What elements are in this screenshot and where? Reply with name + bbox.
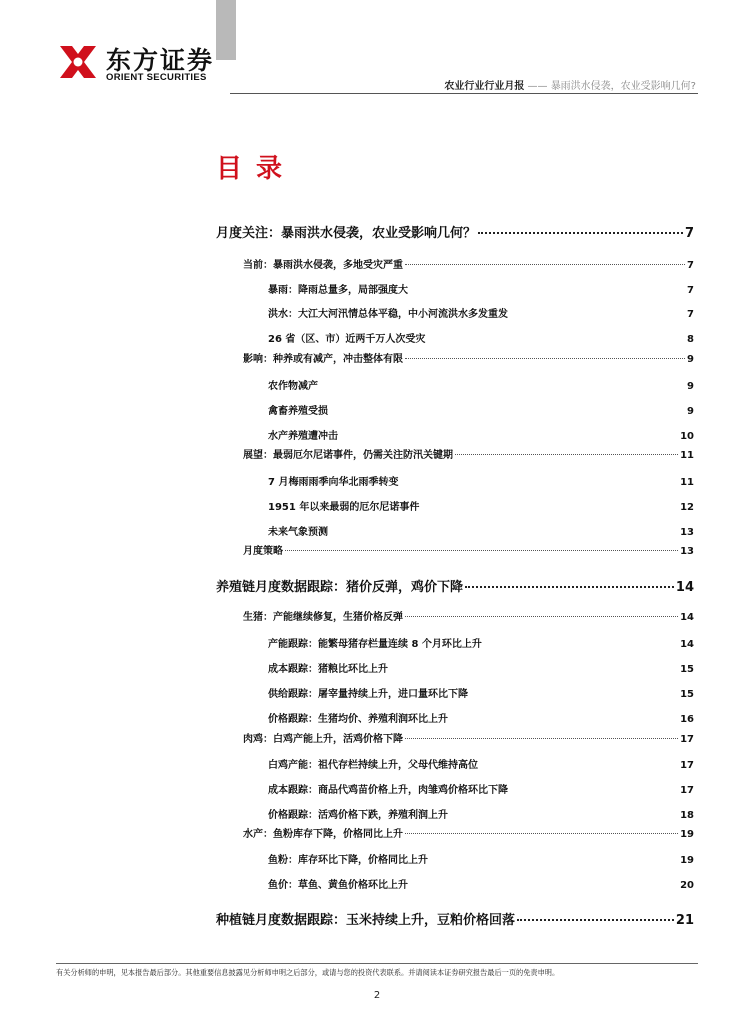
toc-leader bbox=[517, 919, 674, 921]
toc-entry-title: 价格跟踪：活鸡价格下跌，养殖利润上升 bbox=[268, 810, 448, 821]
toc-entry-page: 17 bbox=[680, 734, 694, 745]
toc-entry-page: 12 bbox=[680, 502, 694, 513]
toc-entry-page: 10 bbox=[680, 431, 694, 442]
toc-entry-title: 供给跟踪：屠宰量持续上升，进口量环比下降 bbox=[268, 689, 468, 700]
toc-entry-title: 月度策略 bbox=[243, 546, 283, 557]
toc-entry[interactable] bbox=[243, 542, 694, 557]
toc-entry-title: 白鸡产能：祖代存栏持续上升，父母代维持高位 bbox=[268, 760, 478, 771]
toc-entry-page: 7 bbox=[687, 309, 694, 320]
toc-entry[interactable] bbox=[268, 660, 694, 675]
toc-entry[interactable] bbox=[243, 825, 694, 840]
toc-entry-page: 21 bbox=[675, 913, 694, 928]
toc-entry-page: 9 bbox=[687, 406, 694, 417]
toc-entry-title: 禽畜养殖受损 bbox=[268, 406, 328, 417]
footer-disclaimer: 有关分析师的申明，见本报告最后部分。其他重要信息披露见分析师申明之后部分，或请与您的投资代表联系。并请阅读本证券研究报告最后一页的免责申明。 bbox=[56, 968, 560, 977]
toc-entry-title: 未来气象预测 bbox=[268, 527, 328, 538]
toc-entry-page: 9 bbox=[687, 381, 694, 392]
header-divider bbox=[230, 93, 698, 94]
toc-entry-page: 15 bbox=[680, 689, 694, 700]
toc-entry[interactable] bbox=[268, 806, 694, 821]
toc-entry-page: 17 bbox=[680, 785, 694, 796]
toc-entry[interactable] bbox=[268, 427, 694, 442]
toc-entry-title: 1951 年以来最弱的厄尔尼诺事件 bbox=[268, 502, 420, 513]
toc-entry-title: 水产：鱼粉库存下降，价格同比上升 bbox=[243, 829, 403, 840]
toc-entry-page: 16 bbox=[680, 714, 694, 725]
toc-entry[interactable] bbox=[268, 498, 694, 513]
toc-entry[interactable] bbox=[243, 256, 694, 271]
toc-entry-page: 14 bbox=[680, 639, 694, 650]
toc-entry-page: 7 bbox=[687, 260, 694, 271]
toc-entry-title: 水产养殖遭冲击 bbox=[268, 431, 338, 442]
toc-entry-title: 26 省（区、市）近两千万人次受灾 bbox=[268, 334, 426, 345]
toc-leader bbox=[455, 454, 678, 455]
report-header bbox=[444, 77, 696, 92]
toc-entry-page: 11 bbox=[680, 450, 694, 461]
toc-entry[interactable] bbox=[216, 576, 694, 595]
toc-entry-page: 13 bbox=[680, 527, 694, 538]
toc-entry-title: 7 月梅雨雨季向华北雨季转变 bbox=[268, 477, 399, 488]
toc-leader bbox=[405, 833, 678, 834]
toc-entry-page: 13 bbox=[680, 546, 694, 557]
toc-leader bbox=[478, 232, 683, 234]
toc-entry[interactable] bbox=[268, 685, 694, 700]
report-type: 农业行业行业月报 bbox=[444, 81, 525, 92]
toc-entry-page: 8 bbox=[687, 334, 694, 345]
logo-english-text: ORIENT SECURITIES bbox=[106, 72, 207, 83]
toc-entry-title: 生猪：产能继续修复，生猪价格反弹 bbox=[243, 612, 403, 623]
toc-entry-title: 洪水：大江大河汛情总体平稳，中小河流洪水多发重发 bbox=[268, 309, 508, 320]
toc-entry[interactable] bbox=[268, 473, 694, 488]
toc-entry[interactable] bbox=[268, 876, 694, 891]
toc-entry-title: 农作物减产 bbox=[268, 381, 318, 392]
toc-entry-title: 月度关注：暴雨洪水侵袭，农业受影响几何？ bbox=[216, 226, 477, 241]
toc-leader bbox=[405, 738, 678, 739]
toc-entry-page: 9 bbox=[687, 354, 694, 365]
toc-entry-page: 7 bbox=[687, 285, 694, 296]
toc-entry-title: 养殖链月度数据跟踪：猪价反弹，鸡价下降 bbox=[216, 580, 464, 595]
company-logo bbox=[56, 40, 221, 84]
toc-entry[interactable] bbox=[216, 909, 694, 928]
toc-entry[interactable] bbox=[216, 222, 694, 241]
toc-entry-page: 11 bbox=[680, 477, 694, 488]
toc-entry-page: 19 bbox=[680, 829, 694, 840]
toc-entry[interactable] bbox=[268, 377, 694, 392]
toc-entry-page: 18 bbox=[680, 810, 694, 821]
toc-entry-title: 种植链月度数据跟踪：玉米持续上升，豆粕价格回落 bbox=[216, 913, 516, 928]
toc-entry[interactable] bbox=[268, 330, 694, 345]
toc-entry-title: 当前：暴雨洪水侵袭，多地受灾严重 bbox=[243, 260, 403, 271]
page-number: 2 bbox=[373, 990, 381, 1001]
toc-entry-page: 20 bbox=[680, 880, 694, 891]
toc-leader bbox=[285, 550, 678, 551]
toc-entry[interactable] bbox=[268, 635, 694, 650]
logo-chinese-text: 东方证券 bbox=[106, 46, 215, 75]
toc-entry-title: 产能跟踪：能繁母猪存栏量连续 8 个月环比上升 bbox=[268, 639, 482, 650]
toc-leader bbox=[405, 616, 678, 617]
toc-entry-title: 价格跟踪：生猪均价、养殖利润环比上升 bbox=[268, 714, 448, 725]
toc-entry-title: 成本跟踪：商品代鸡苗价格上升，肉雏鸡价格环比下降 bbox=[268, 785, 508, 796]
logo-x-icon bbox=[56, 40, 100, 84]
toc-entry[interactable] bbox=[243, 730, 694, 745]
report-subtitle: 暴雨洪水侵袭，农业受影响几何? bbox=[550, 81, 696, 92]
toc-entry[interactable] bbox=[268, 281, 694, 296]
toc-entry-title: 鱼价：草鱼、黄鱼价格环比上升 bbox=[268, 880, 408, 891]
toc-entry[interactable] bbox=[268, 402, 694, 417]
toc-entry[interactable] bbox=[268, 851, 694, 866]
toc-entry[interactable] bbox=[268, 523, 694, 538]
toc-entry[interactable] bbox=[268, 756, 694, 771]
toc-entry-page: 7 bbox=[684, 226, 694, 241]
toc-entry[interactable] bbox=[243, 446, 694, 461]
toc-entry[interactable] bbox=[243, 608, 694, 623]
toc-entry[interactable] bbox=[268, 305, 694, 320]
toc-title: 目录 bbox=[216, 154, 297, 184]
toc-entry[interactable] bbox=[268, 710, 694, 725]
toc-leader bbox=[405, 358, 685, 359]
toc-entry-page: 14 bbox=[680, 612, 694, 623]
footer-divider bbox=[56, 963, 698, 964]
toc-entry-page: 14 bbox=[675, 580, 694, 595]
toc-entry-title: 鱼粉：库存环比下降，价格同比上升 bbox=[268, 855, 428, 866]
toc-entry-page: 19 bbox=[680, 855, 694, 866]
header-separator: —— bbox=[524, 81, 551, 92]
toc-leader bbox=[405, 264, 685, 265]
toc-leader bbox=[465, 586, 674, 588]
toc-entry-title: 成本跟踪：猪粮比环比上升 bbox=[268, 664, 388, 675]
toc-entry-title: 影响：种养或有减产，冲击整体有限 bbox=[243, 354, 403, 365]
toc-entry-title: 肉鸡：白鸡产能上升，活鸡价格下降 bbox=[243, 734, 403, 745]
toc-entry[interactable] bbox=[268, 781, 694, 796]
toc-entry-title: 暴雨：降雨总量多，局部强度大 bbox=[268, 285, 408, 296]
toc-entry-page: 15 bbox=[680, 664, 694, 675]
toc-entry[interactable] bbox=[243, 350, 694, 365]
toc-entry-title: 展望：最弱厄尔尼诺事件，仍需关注防汛关键期 bbox=[243, 450, 453, 461]
toc-entry-page: 17 bbox=[680, 760, 694, 771]
